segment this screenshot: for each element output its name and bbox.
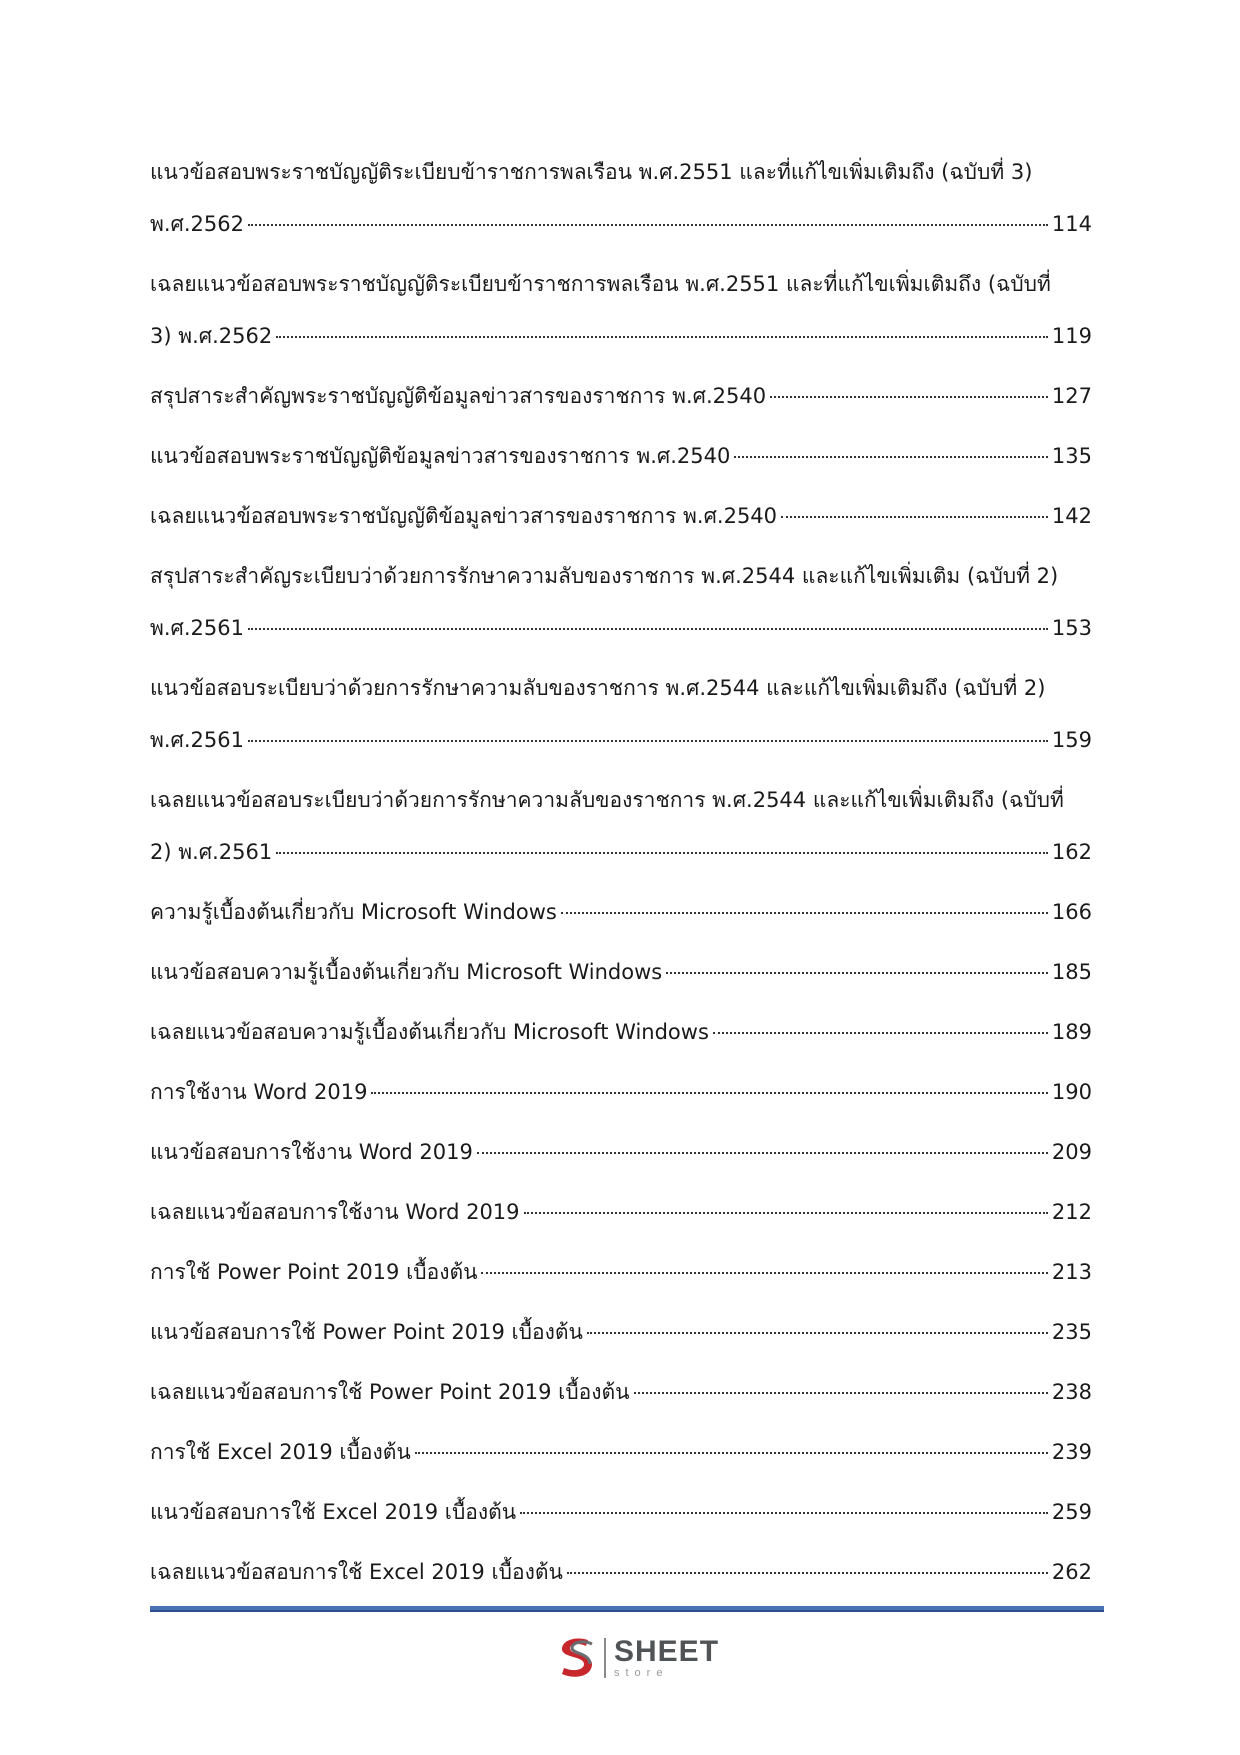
toc-entry-page-number: 212	[1051, 1200, 1092, 1224]
toc-entry-row	[150, 1426, 1092, 1478]
toc-entry[interactable]	[150, 1186, 1092, 1238]
toc-entry-page-number: 127	[1051, 384, 1092, 408]
toc-entry-title: 2) พ.ศ.2561	[150, 840, 273, 864]
toc-entry-page-number: 262	[1051, 1560, 1092, 1584]
dot-leader	[520, 1512, 1048, 1514]
toc-entry-page-number: 189	[1051, 1020, 1092, 1044]
dot-leader	[524, 1212, 1048, 1214]
dot-leader	[248, 224, 1048, 226]
toc-entry-title: แนวข้อสอบพระราชบัญญัติข้อมูลข่าวสารของราชการ พ.ศ.2540	[150, 444, 731, 468]
dot-leader	[734, 456, 1048, 458]
toc-entry-row	[150, 310, 1092, 362]
toc-entry-row	[150, 1126, 1092, 1178]
toc-entry-row	[150, 1546, 1092, 1598]
dot-leader	[713, 1032, 1048, 1034]
toc-entry-row	[150, 1006, 1092, 1058]
toc-entry-title: การใช้ Excel 2019 เบื้องต้น	[150, 1440, 411, 1464]
sheet-store-s-icon	[554, 1634, 598, 1682]
toc-entry-title: เฉลยแนวข้อสอบการใช้งาน Word 2019	[150, 1200, 520, 1224]
toc-entry-row	[150, 714, 1092, 766]
dot-leader	[666, 972, 1048, 974]
toc-entry[interactable]	[150, 258, 1092, 362]
logo-separator	[604, 1638, 606, 1678]
dot-leader	[770, 396, 1048, 398]
toc-entry-page-number: 153	[1051, 616, 1092, 640]
dot-leader	[634, 1392, 1048, 1394]
toc-entry-title: แนวข้อสอบความรู้เบื้องต้นเกี่ยวกับ Microsoft Windows	[150, 960, 663, 984]
toc-entry[interactable]	[150, 886, 1092, 938]
dot-leader	[781, 516, 1048, 518]
toc-entry-row	[150, 430, 1092, 482]
toc-entry-row	[150, 1246, 1092, 1298]
toc-entry-title-line1: เฉลยแนวข้อสอบพระราชบัญญัติระเบียบข้าราชการพลเรือน พ.ศ.2551 และที่แก้ไขเพิ่มเติมถึง (ฉบับที่	[150, 272, 1051, 296]
toc-entry-row	[150, 602, 1092, 654]
toc-entry-title: แนวข้อสอบการใช้ Power Point 2019 เบื้องต้น	[150, 1320, 583, 1344]
toc-entry-row	[150, 1366, 1092, 1418]
toc-entry-title: เฉลยแนวข้อสอบการใช้ Power Point 2019 เบื้องต้น	[150, 1380, 630, 1404]
toc-entry-page-number: 114	[1051, 212, 1092, 236]
toc-entry[interactable]	[150, 1486, 1092, 1538]
toc-entry-title: แนวข้อสอบการใช้ Excel 2019 เบื้องต้น	[150, 1500, 517, 1524]
toc-entry[interactable]	[150, 1246, 1092, 1298]
toc-entry-row	[150, 370, 1092, 422]
toc-entry-row	[150, 1486, 1092, 1538]
toc-entry-page-number: 209	[1051, 1140, 1092, 1164]
toc-entry-page-number: 162	[1051, 840, 1092, 864]
toc-entry-page-number: 185	[1051, 960, 1092, 984]
dot-leader	[587, 1332, 1048, 1334]
toc-entry[interactable]	[150, 550, 1092, 654]
logo-wordmark: SHEET	[614, 1635, 720, 1668]
toc-entry-title-line1: เฉลยแนวข้อสอบระเบียบว่าด้วยการรักษาความลับของราชการ พ.ศ.2544 และแก้ไขเพิ่มเติมถึง (ฉบับที่	[150, 788, 1064, 812]
toc-entry-row	[150, 1066, 1092, 1118]
dot-leader	[481, 1272, 1047, 1274]
toc-entry-title-line1: สรุปสาระสำคัญระเบียบว่าด้วยการรักษาความลับของราชการ พ.ศ.2544 และแก้ไขเพิ่มเติม (ฉบับที่ 2)	[150, 564, 1059, 588]
toc-entry-title: เฉลยแนวข้อสอบความรู้เบื้องต้นเกี่ยวกับ Microsoft Windows	[150, 1020, 709, 1044]
dot-leader	[371, 1092, 1047, 1094]
toc-entry-row	[150, 198, 1092, 250]
dot-leader	[561, 912, 1048, 914]
toc-entry[interactable]	[150, 370, 1092, 422]
toc-entry-title: พ.ศ.2561	[150, 616, 244, 640]
table-of-contents	[150, 146, 1092, 1598]
toc-entry-title: การใช้งาน Word 2019	[150, 1080, 368, 1104]
toc-entry-row	[150, 490, 1092, 542]
toc-entry-row	[150, 946, 1092, 998]
footer-rule	[150, 1606, 1104, 1612]
dot-leader	[415, 1452, 1048, 1454]
toc-entry[interactable]	[150, 946, 1092, 998]
toc-entry[interactable]	[150, 774, 1092, 878]
toc-entry-row	[150, 1186, 1092, 1238]
toc-entry-page-number: 119	[1051, 324, 1092, 348]
toc-entry-page-number: 135	[1051, 444, 1092, 468]
toc-entry-page-number: 239	[1051, 1440, 1092, 1464]
dot-leader	[248, 740, 1048, 742]
sheet-store-logo	[554, 1632, 724, 1684]
toc-entry[interactable]	[150, 430, 1092, 482]
dot-leader	[248, 628, 1048, 630]
toc-entry[interactable]	[150, 1546, 1092, 1598]
toc-entry-title: พ.ศ.2562	[150, 212, 244, 236]
toc-entry-title-line1: แนวข้อสอบพระราชบัญญัติระเบียบข้าราชการพลเรือน พ.ศ.2551 และที่แก้ไขเพิ่มเติมถึง (ฉบับที่ 3)	[150, 160, 1033, 184]
toc-entry-page-number: 235	[1051, 1320, 1092, 1344]
toc-entry-title: สรุปสาระสำคัญพระราชบัญญัติข้อมูลข่าวสารของราชการ พ.ศ.2540	[150, 384, 767, 408]
toc-entry[interactable]	[150, 1066, 1092, 1118]
toc-entry-title: แนวข้อสอบการใช้งาน Word 2019	[150, 1140, 473, 1164]
toc-entry-title: ความรู้เบื้องต้นเกี่ยวกับ Microsoft Windows	[150, 900, 557, 924]
toc-entry-row	[150, 886, 1092, 938]
toc-entry-page-number: 259	[1051, 1500, 1092, 1524]
logo-subtext: store	[614, 1667, 669, 1679]
toc-entry[interactable]	[150, 662, 1092, 766]
toc-entry[interactable]	[150, 1006, 1092, 1058]
toc-entry-page-number: 238	[1051, 1380, 1092, 1404]
toc-entry[interactable]	[150, 490, 1092, 542]
toc-entry-title: การใช้ Power Point 2019 เบื้องต้น	[150, 1260, 478, 1284]
toc-entry-title-line1: แนวข้อสอบระเบียบว่าด้วยการรักษาความลับของราชการ พ.ศ.2544 และแก้ไขเพิ่มเติมถึง (ฉบับที่ 2)	[150, 676, 1046, 700]
toc-entry-page-number: 142	[1051, 504, 1092, 528]
toc-entry-page-number: 159	[1051, 728, 1092, 752]
toc-entry-title: พ.ศ.2561	[150, 728, 244, 752]
toc-entry-row	[150, 826, 1092, 878]
toc-entry[interactable]	[150, 1366, 1092, 1418]
toc-entry-title: เฉลยแนวข้อสอบการใช้ Excel 2019 เบื้องต้น	[150, 1560, 563, 1584]
dot-leader	[276, 852, 1048, 854]
toc-entry[interactable]	[150, 1306, 1092, 1358]
toc-entry-row	[150, 1306, 1092, 1358]
dot-leader	[567, 1572, 1048, 1574]
dot-leader	[477, 1152, 1048, 1154]
toc-entry[interactable]	[150, 1126, 1092, 1178]
dot-leader	[276, 336, 1048, 338]
toc-entry[interactable]	[150, 1426, 1092, 1478]
toc-entry-page-number: 166	[1051, 900, 1092, 924]
toc-entry-title: เฉลยแนวข้อสอบพระราชบัญญัติข้อมูลข่าวสารของราชการ พ.ศ.2540	[150, 504, 778, 528]
toc-entry-page-number: 213	[1051, 1260, 1092, 1284]
toc-entry[interactable]	[150, 146, 1092, 250]
toc-entry-page-number: 190	[1051, 1080, 1092, 1104]
toc-entry-title: 3) พ.ศ.2562	[150, 324, 273, 348]
